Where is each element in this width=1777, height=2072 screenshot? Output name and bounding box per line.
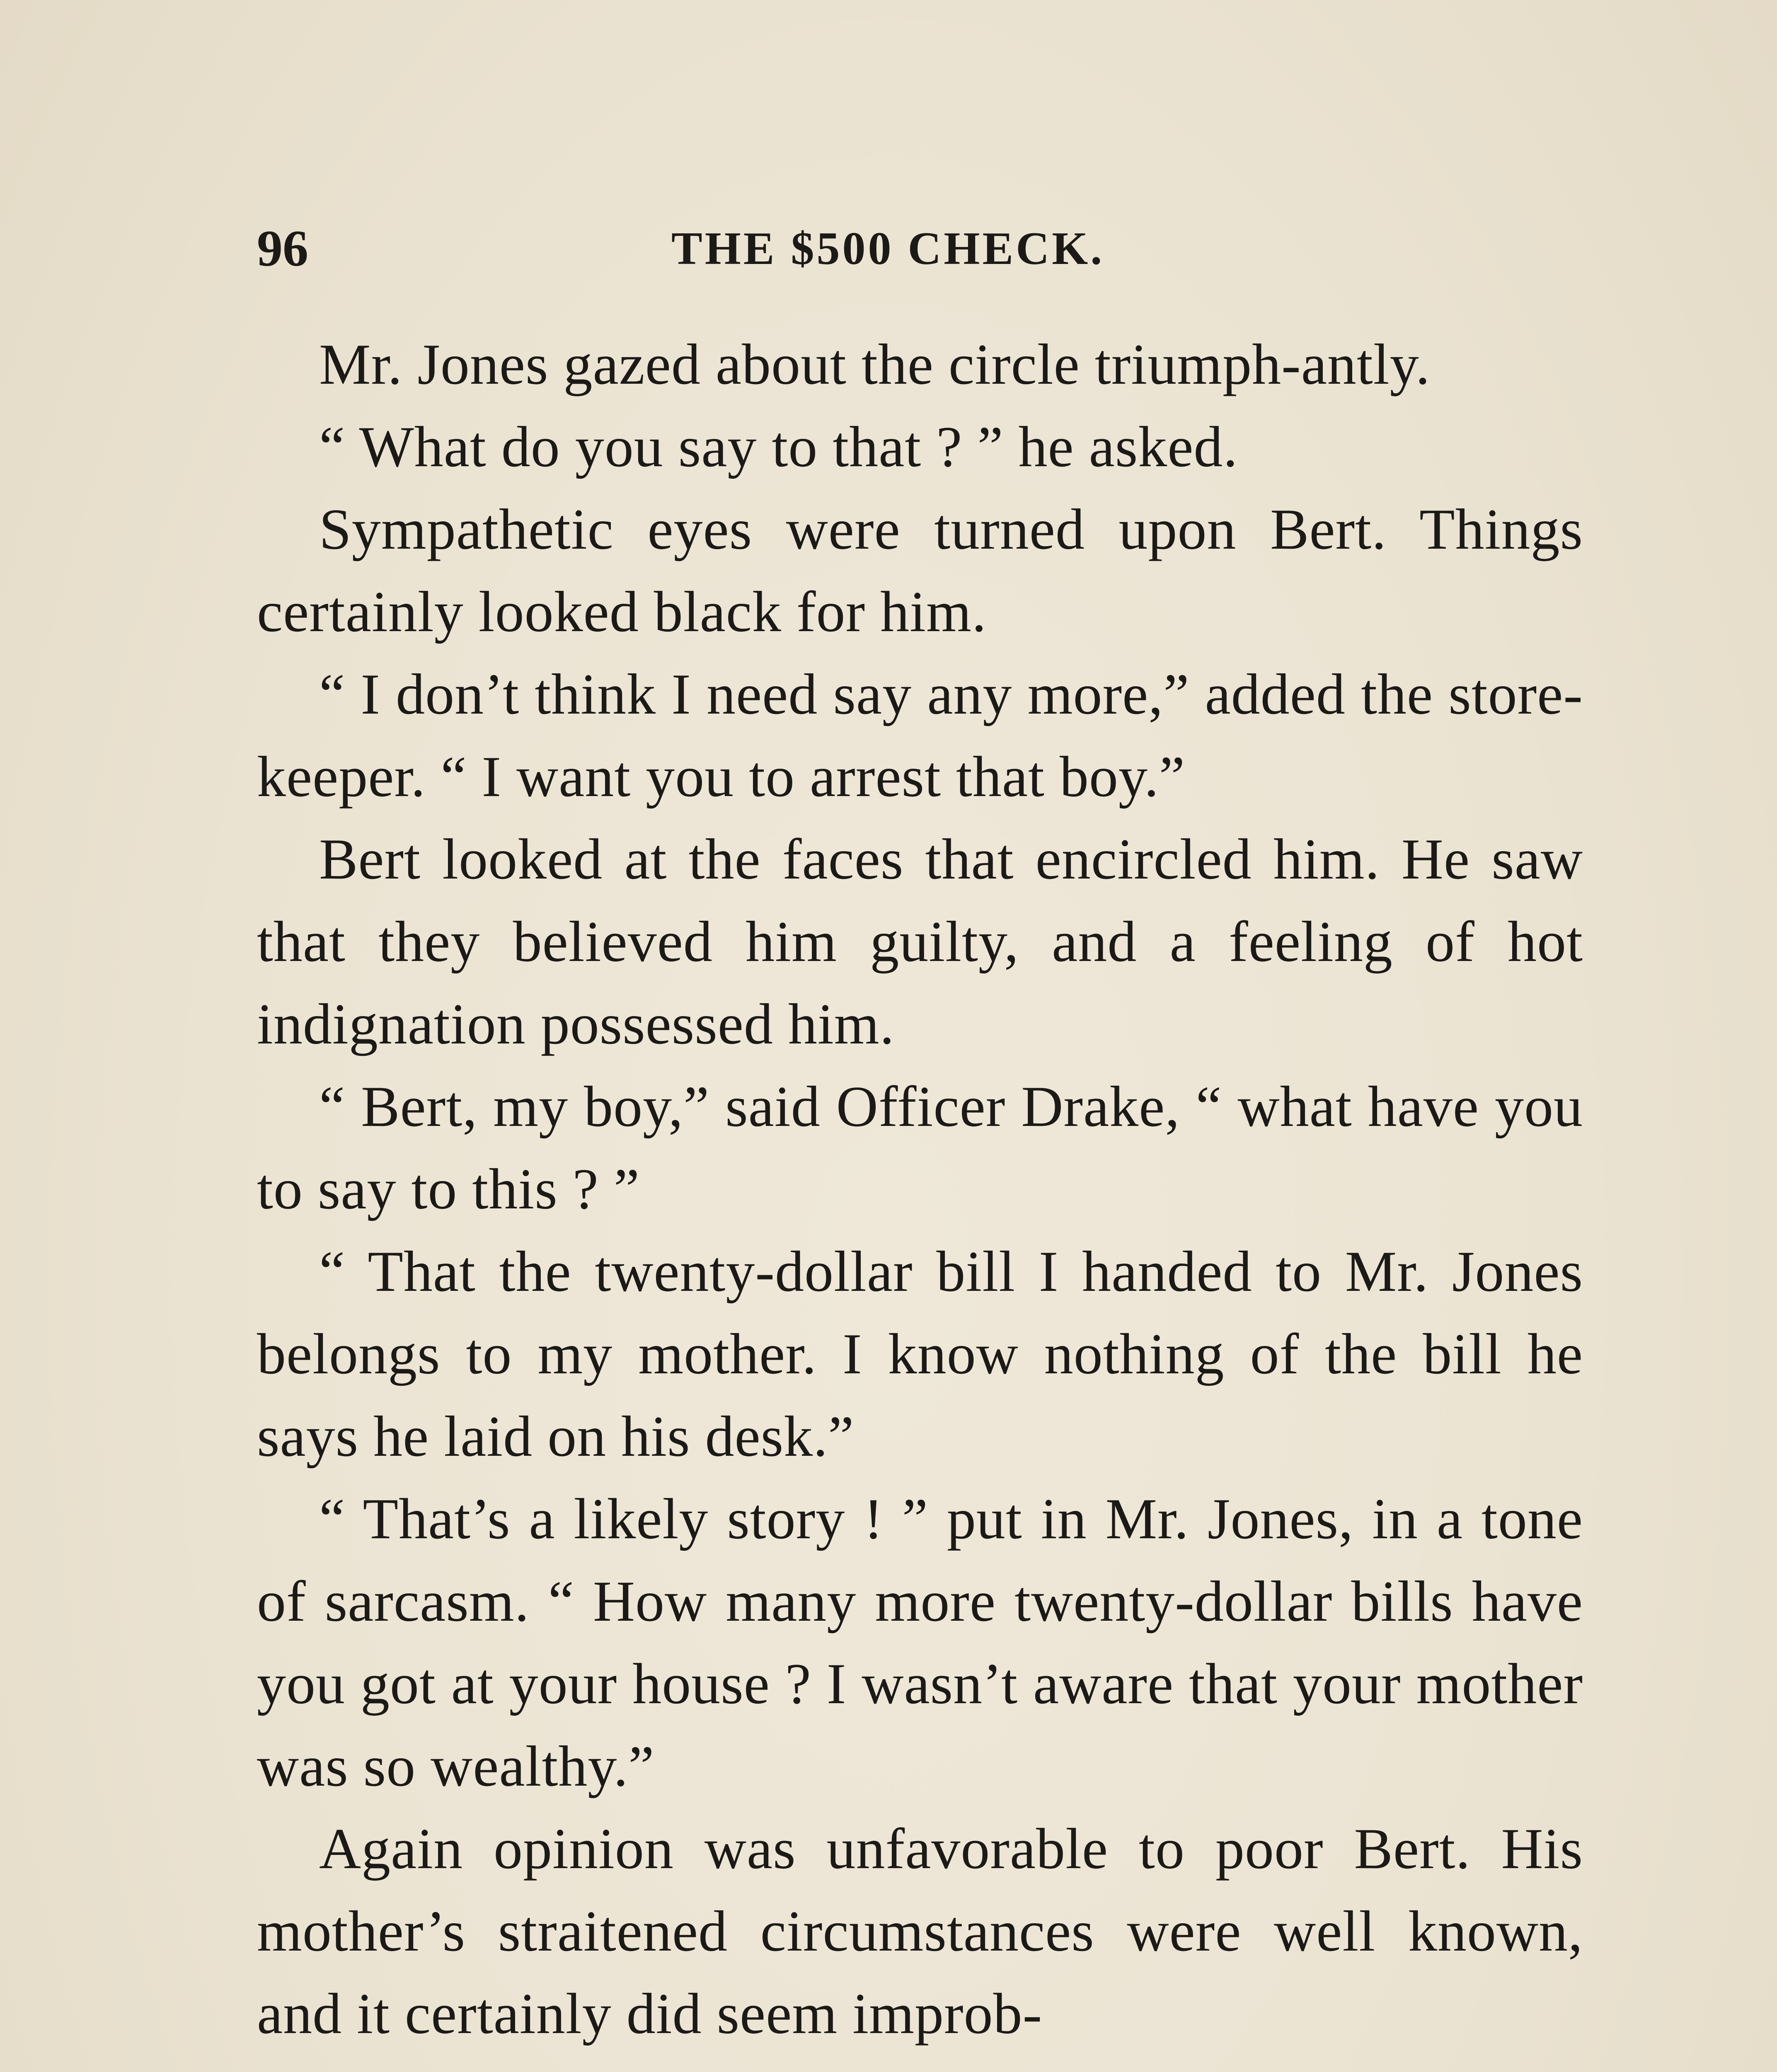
running-head [257,215,1583,282]
paragraph: Sympathetic eyes were turned upon Bert. Things certainly looked black for him. [257,497,1583,644]
page-number: 96 [257,220,308,277]
running-title: THE $500 CHECK. [671,223,1105,274]
paragraph: “ I don’t think I need say any more,” added the store-keeper. “ I want you to arrest that boy.” [257,662,1583,809]
paragraph: “ That’s a likely story ! ” put in Mr. Jones, in a tone of sarcasm. “ How many more twenty-dollar bills have you got at your house ? I wasn’t aware that your mother was so wealthy.” [257,1487,1583,1798]
paragraph: “ What do you say to that ? ” he asked. [319,415,1238,479]
body-text [257,323,1583,2055]
paragraph: “ That the twenty-dollar bill I handed to Mr. Jones belongs to my mother. I know nothing of the bill he says he laid on his desk.” [257,1239,1583,1469]
paragraph: Bert looked at the faces that encircled him. He saw that they believed him guilty, and a feeling of hot indignation possessed him. [257,827,1583,1056]
paragraph: Again opinion was unfavorable to poor Bert. His mother’s straitened circumstances were well known, and it certainly did seem improb- [257,1817,1583,2046]
paragraph: “ Bert, my boy,” said Officer Drake, “ what have you to say to this ? ” [257,1075,1583,1221]
paragraph: Mr. Jones gazed about the circle triumph-antly. [319,332,1431,397]
